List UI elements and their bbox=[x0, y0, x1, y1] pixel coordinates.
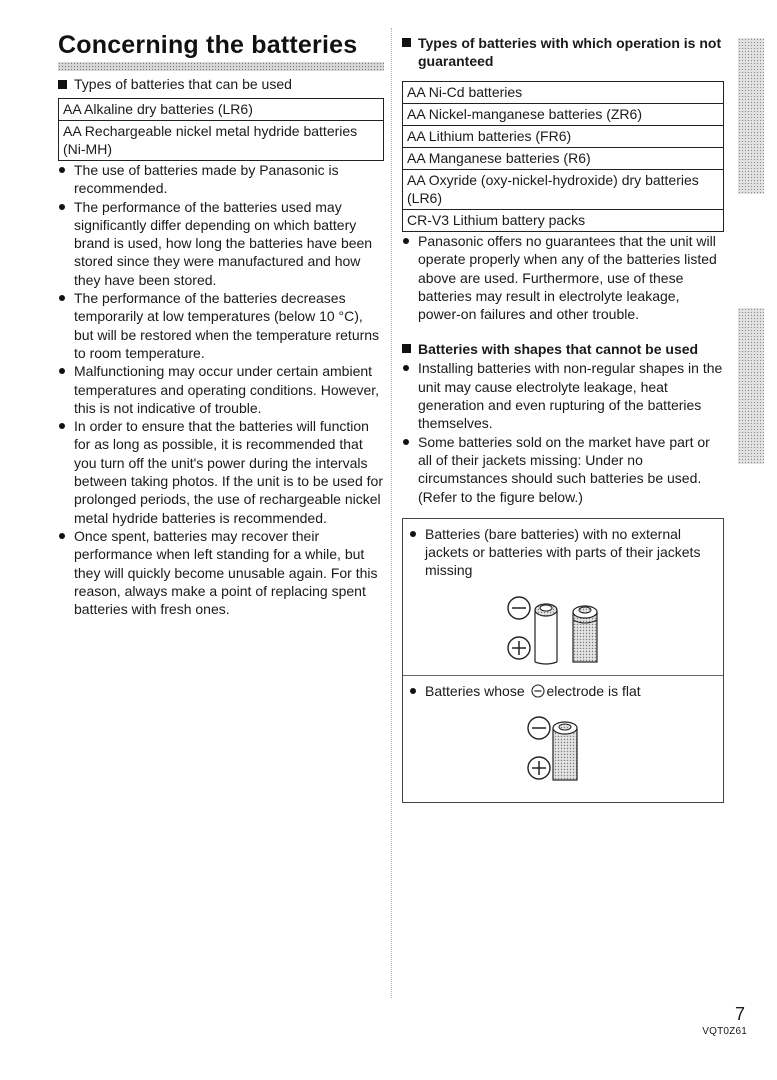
list-item-text: The use of batteries made by Panasonic is recommended. bbox=[74, 162, 339, 197]
list-item bbox=[402, 433, 724, 506]
minus-electrode-icon bbox=[531, 684, 545, 698]
bullet-icon bbox=[59, 204, 65, 210]
usable-battery-row: AA Rechargeable nickel metal hydride batteries (Ni-MH) bbox=[59, 120, 383, 160]
shapes-notes bbox=[402, 359, 724, 505]
list-item bbox=[58, 362, 384, 417]
minus-terminal-icon bbox=[508, 597, 530, 619]
flat-electrode-list bbox=[409, 682, 713, 700]
bullet-icon bbox=[410, 688, 416, 694]
bare-battery-figure bbox=[501, 590, 621, 670]
list-item-text: Some batteries sold on the market have part or all of their jackets missing: Under no circumstances should such batteries be used. (Refer to the figure below.) bbox=[418, 433, 710, 505]
right-column bbox=[402, 34, 724, 803]
list-item bbox=[409, 682, 713, 700]
list-item-text: Installing batteries with non-regular shapes in the unit may cause electrolyte leakage, heat generation and even rupturing of the batteries themselves. bbox=[418, 360, 723, 432]
minus-terminal-icon bbox=[528, 717, 550, 739]
not-guaranteed-row: AA Nickel-manganese batteries (ZR6) bbox=[403, 103, 723, 125]
not-guaranteed-table bbox=[402, 81, 724, 232]
bullet-icon bbox=[59, 533, 65, 539]
bare-batteries-list bbox=[409, 525, 713, 580]
not-guaranteed-row: AA Ni-Cd batteries bbox=[407, 84, 523, 100]
list-item bbox=[58, 417, 384, 527]
plus-terminal-icon bbox=[508, 637, 530, 659]
side-tab-middle bbox=[738, 308, 764, 464]
list-item bbox=[402, 232, 724, 323]
square-bullet-icon bbox=[402, 344, 411, 353]
shapes-heading bbox=[402, 340, 724, 358]
not-guaranteed-heading bbox=[402, 34, 724, 70]
title-underline-bar bbox=[58, 62, 384, 71]
bullet-icon bbox=[59, 167, 65, 173]
square-bullet-icon bbox=[402, 38, 411, 47]
list-item-text: Malfunctioning may occur under certain ambient temperatures and operating conditions. However, this is not indicative of trouble. bbox=[74, 363, 380, 416]
list-item-text: The performance of the batteries decreases temporarily at low temperatures (below 10 °C), but will be restored when the temperature returns to room temperature. bbox=[74, 290, 380, 361]
partial-jacket-battery-icon bbox=[573, 606, 597, 662]
page-number: 7 bbox=[734, 1004, 745, 1024]
plus-terminal-icon bbox=[528, 757, 550, 779]
square-bullet-icon bbox=[58, 80, 67, 89]
list-item bbox=[58, 289, 384, 362]
page-title: Concerning the batteries bbox=[58, 31, 358, 59]
document-code: VQT0Z61 bbox=[702, 1026, 747, 1037]
left-column bbox=[58, 30, 384, 618]
not-guaranteed-row: AA Oxyride (oxy-nickel-hydroxide) dry batteries (LR6) bbox=[403, 169, 723, 209]
flat-electrode-figure bbox=[521, 708, 601, 790]
not-guaranteed-row: AA Manganese batteries (R6) bbox=[403, 147, 723, 169]
column-divider bbox=[391, 28, 392, 998]
shapes-heading-text: Batteries with shapes that cannot be used bbox=[418, 341, 699, 358]
flat-battery-icon bbox=[553, 722, 577, 780]
bullet-icon bbox=[59, 295, 65, 301]
list-item bbox=[58, 198, 384, 289]
bare-battery-icon bbox=[535, 604, 557, 664]
bullet-icon bbox=[403, 439, 409, 445]
bullet-icon bbox=[59, 423, 65, 429]
list-item-text: Panasonic offers no guarantees that the unit will operate properly when any of the batteries listed above are used. Furthermore, use of these batteries may result in electrolyte leakage, power-on failures and other trouble. bbox=[418, 233, 717, 323]
list-item-text: Batteries (bare batteries) with no external jackets or batteries with parts of their jackets missing bbox=[425, 525, 701, 579]
not-guaranteed-notes bbox=[402, 232, 724, 323]
usable-batteries-subhead-text: Types of batteries that can be used bbox=[74, 76, 292, 92]
not-guaranteed-heading-text: Types of batteries with which operation is not guaranteed bbox=[418, 35, 722, 69]
bullet-icon bbox=[403, 365, 409, 371]
list-item bbox=[402, 359, 724, 432]
list-item bbox=[409, 525, 713, 580]
not-guaranteed-row: CR-V3 Lithium battery packs bbox=[403, 209, 723, 231]
usable-batteries-subhead bbox=[58, 75, 384, 93]
battery-notes-list bbox=[58, 161, 384, 618]
bullet-icon bbox=[410, 531, 416, 537]
usable-batteries-table bbox=[58, 98, 384, 161]
usable-battery-row: AA Alkaline dry batteries (LR6) bbox=[63, 101, 253, 117]
unusable-batteries-box bbox=[402, 518, 724, 803]
list-item-text: electrode is flat bbox=[546, 682, 641, 699]
list-item-text: Once spent, batteries may recover their performance when left standing for a while, but they will quickly become unusable again. For this reason, always make a point of replacing spent batteries with fresh ones. bbox=[74, 527, 378, 618]
list-item-text: The performance of the batteries used may significantly differ depending on which battery brand is used, how long the batteries have been stored since they were manufactured and how they have been stored. bbox=[74, 198, 373, 288]
side-tab-top bbox=[738, 38, 764, 194]
list-item-text: In order to ensure that the batteries will function for as long as possible, it is recommended that you turn off the unit's power during the intervals between taking photos. If the unit is to be used for prolonged periods, the use of rechargeable nickel metal hydride batteries is recommended. bbox=[74, 418, 383, 526]
bullet-icon bbox=[403, 238, 409, 244]
bare-batteries-section bbox=[403, 519, 723, 675]
bullet-icon bbox=[59, 368, 65, 374]
not-guaranteed-row: AA Lithium batteries (FR6) bbox=[403, 125, 723, 147]
list-item bbox=[58, 527, 384, 618]
list-item bbox=[58, 161, 384, 198]
list-item-text: Batteries whose bbox=[425, 682, 525, 699]
flat-electrode-section bbox=[403, 675, 723, 802]
